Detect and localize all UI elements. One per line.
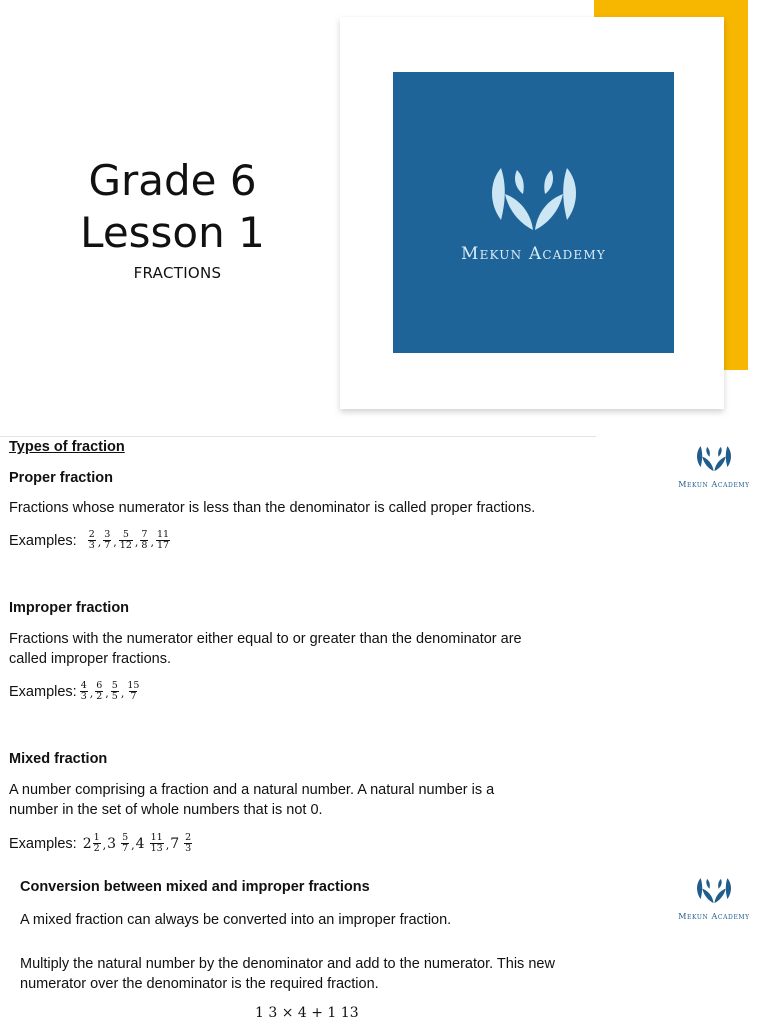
conversion-heading: Conversion between mixed and improper fractions: [20, 879, 370, 895]
fraction: 7 8: [141, 529, 148, 551]
proper-examples: Examples: 2 3 , 3 7 , 5 12 , 7 8 , 11 17: [9, 529, 170, 551]
improper-description-2: called improper fractions.: [9, 651, 171, 667]
leaf-m-icon: [695, 876, 733, 906]
small-academy-logo: [672, 444, 756, 489]
fraction: 11 17: [156, 529, 170, 551]
fraction: 5 12: [119, 529, 132, 551]
slide-subtitle: FRACTIONS: [133, 264, 222, 282]
mixed-examples: Examples: 2 1 2 , 3 5 7 , 4 11 13 , 7 2 3: [9, 832, 192, 854]
conversion-formula: 1 3 × 4 + 1 13: [255, 1005, 359, 1021]
improper-heading: Improper fraction: [9, 600, 130, 616]
fraction: 6 2: [96, 680, 103, 702]
conversion-line-2a: Multiply the natural number by the denominator and add to the numerator. This new: [20, 956, 555, 972]
fraction: 2 3: [185, 832, 192, 854]
mixed-description-1: A number comprising a fraction and a natural number. A natural number is a: [9, 782, 495, 798]
types-heading: Types of fraction: [9, 439, 125, 455]
content-slide: [0, 420, 768, 1024]
improper-examples: Examples: 4 3 , 6 2 , 5 5 , 15 7: [9, 680, 140, 702]
fraction: 5 7: [122, 832, 129, 854]
fraction: 11 13: [150, 832, 163, 854]
fraction: 3 7: [104, 529, 111, 551]
small-academy-logo: [672, 876, 756, 921]
small-logo-text: Mekun Academy: [678, 480, 750, 489]
fraction: 1 2: [93, 832, 100, 854]
slide-title-line-1: Grade 6: [88, 156, 257, 205]
improper-description-1: Fractions with the numerator either equal to or greater than the denominator are: [9, 631, 522, 647]
fraction: 4 3: [80, 680, 87, 702]
mixed-description-2: number in the set of whole numbers that is not 0.: [9, 802, 323, 818]
mixed-heading: Mixed fraction: [9, 751, 108, 767]
logo-brand-text: Mekun Academy: [460, 244, 607, 264]
examples-label: Examples:: [9, 683, 77, 700]
conversion-line-2b: numerator over the denominator is the required fraction.: [20, 976, 379, 992]
fraction: 15 7: [127, 680, 140, 702]
title-slide: [0, 0, 768, 420]
academy-logo: [393, 72, 674, 353]
slide-title-line-2: Lesson 1: [80, 208, 265, 257]
proper-description: Fractions whose numerator is less than the denominator is called proper fractions.: [9, 500, 536, 516]
conversion-line-1: A mixed fraction can always be converted into an improper fraction.: [20, 912, 452, 928]
leaf-m-icon: [695, 444, 733, 474]
leaf-m-icon: [487, 164, 581, 236]
fraction: 2 3: [88, 529, 95, 551]
examples-label: Examples:: [9, 835, 77, 852]
fraction: 5 5: [111, 680, 118, 702]
proper-heading: Proper fraction: [9, 470, 113, 486]
small-logo-text: Mekun Academy: [678, 912, 750, 921]
examples-label: Examples:: [9, 532, 77, 549]
top-divider: [0, 436, 596, 437]
